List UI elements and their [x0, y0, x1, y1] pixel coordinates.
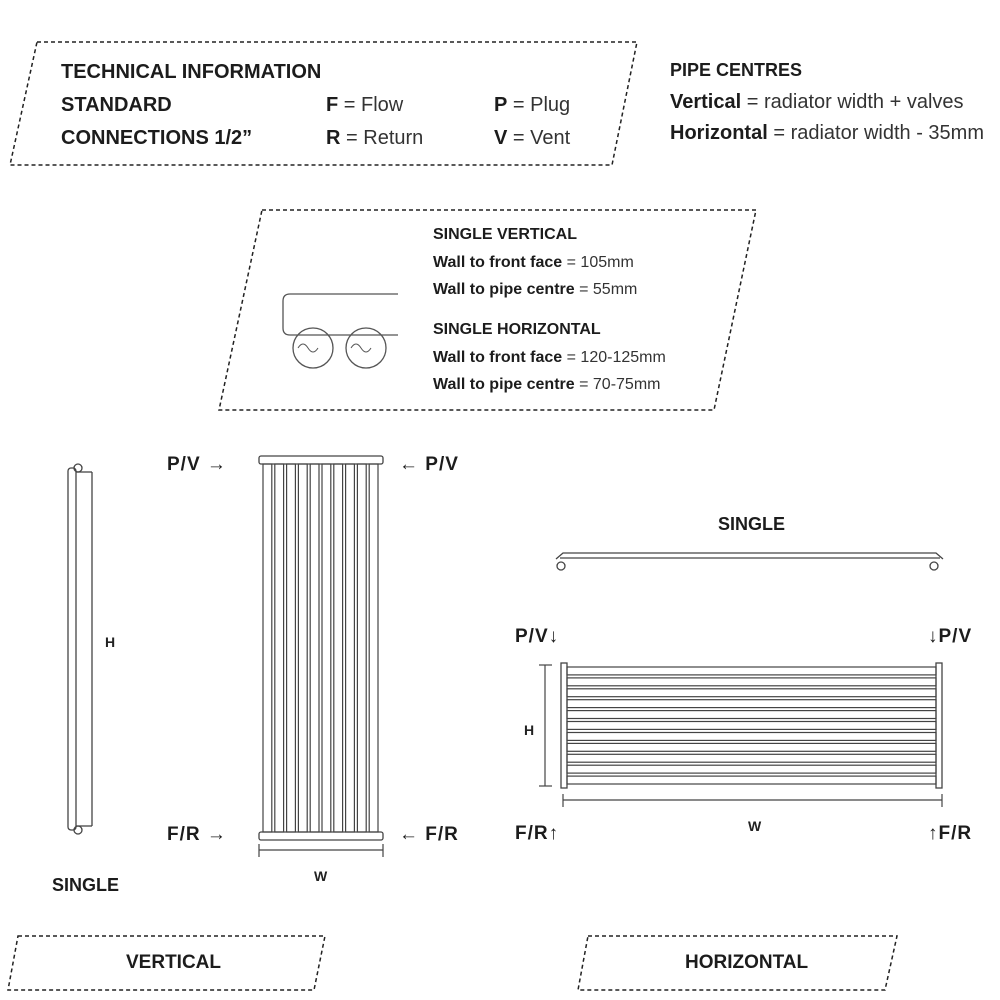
vertical-tube — [298, 464, 307, 832]
sv-wall-to-pipe: Wall to pipe centre = 55mm — [433, 281, 638, 298]
horizontal-panel-title: HORIZONTAL — [685, 952, 809, 973]
sh-wall-to-pipe: Wall to pipe centre = 70-75mm — [433, 376, 661, 393]
vertical-tube — [275, 464, 284, 832]
connections-label: CONNECTIONS 1/2” — [61, 127, 253, 149]
horizontal-tube — [567, 678, 936, 686]
horizontal-tube — [567, 743, 936, 751]
vertical-radiator-frame — [259, 456, 383, 840]
horizontal-tube — [567, 689, 936, 697]
vertical-tube — [322, 464, 331, 832]
flow-legend: F = Flow — [326, 94, 404, 116]
horizontal-radiator-frame — [561, 663, 942, 788]
horizontal-tube — [567, 754, 936, 762]
horizontal-height-label: H — [524, 722, 535, 738]
horizontal-bottom-right-connection: ↑F/R — [928, 823, 973, 844]
sv-wall-to-front: Wall to front face = 105mm — [433, 254, 634, 271]
horizontal-width-dimension — [563, 794, 942, 807]
pipe-centres-horizontal: Horizontal = radiator width - 35mm — [670, 122, 984, 144]
horizontal-tube — [567, 711, 936, 719]
horizontal-top-right-connection: ↓P/V — [928, 626, 973, 647]
vertical-side-view — [68, 464, 92, 834]
single-vertical-title: SINGLE VERTICAL — [433, 226, 578, 243]
return-legend: R = Return — [326, 127, 424, 149]
horizontal-tube — [567, 667, 936, 675]
horizontal-tube — [567, 733, 936, 741]
vertical-tube — [369, 464, 378, 832]
vertical-tube — [346, 464, 355, 832]
horizontal-width-label: W — [748, 818, 762, 834]
cross-section-illustration — [283, 294, 398, 368]
horizontal-top-left-connection: P/V↓ — [515, 626, 560, 647]
technical-info-title: TECHNICAL INFORMATION — [61, 61, 322, 83]
horizontal-tube — [567, 722, 936, 730]
vertical-top-right-connection: ← P/V — [399, 454, 459, 475]
vertical-panel-title: VERTICAL — [126, 952, 221, 973]
horizontal-tube — [567, 765, 936, 773]
vertical-side-caption: SINGLE — [52, 875, 120, 895]
plug-legend: P = Plug — [494, 94, 571, 116]
horizontal-side-view — [556, 553, 943, 570]
vertical-tube — [310, 464, 319, 832]
vertical-top-left-connection: P/V → — [167, 454, 227, 475]
vertical-width-label: W — [314, 868, 328, 884]
pipe-centres-title: PIPE CENTRES — [670, 60, 803, 80]
standard-label: STANDARD — [61, 94, 172, 116]
horizontal-radiator-tubes — [567, 667, 936, 784]
single-horizontal-title: SINGLE HORIZONTAL — [433, 321, 601, 338]
vertical-tube — [357, 464, 366, 832]
horizontal-tube — [567, 776, 936, 784]
horizontal-side-caption: SINGLE — [718, 514, 786, 534]
vent-legend: V = Vent — [494, 127, 571, 149]
vertical-bottom-right-connection: ← F/R — [399, 824, 459, 845]
sh-wall-to-front: Wall to front face = 120-125mm — [433, 349, 666, 366]
vertical-tube — [263, 464, 272, 832]
vertical-radiator-tubes — [263, 464, 378, 832]
horizontal-tube — [567, 700, 936, 708]
vertical-tube — [334, 464, 343, 832]
vertical-tube — [287, 464, 296, 832]
horizontal-bottom-left-connection: F/R↑ — [515, 823, 560, 844]
horizontal-height-dimension — [539, 665, 552, 786]
vertical-side-height-label: H — [105, 634, 116, 650]
vertical-width-dimension — [259, 844, 383, 857]
vertical-bottom-left-connection: F/R → — [167, 824, 227, 845]
pipe-centres-vertical: Vertical = radiator width + valves — [670, 91, 964, 113]
